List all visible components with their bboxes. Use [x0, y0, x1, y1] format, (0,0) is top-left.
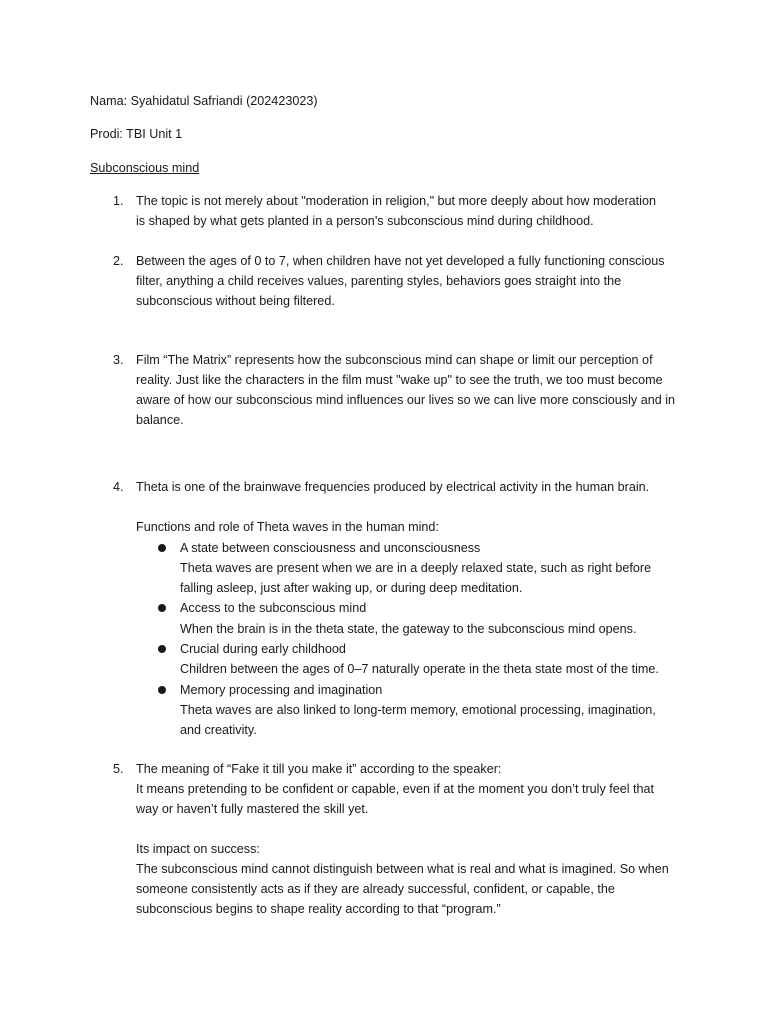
- item-3-line: Film “The Matrix” represents how the subconscious mind can shape or limit our perception of: [136, 353, 653, 367]
- student-name-line: Nama: Syahidatul Safriandi (202423023): [90, 94, 318, 108]
- bullet-description-line: falling asleep, just after waking up, or during deep meditation.: [180, 581, 523, 595]
- bullet-title: A state between consciousness and unconsciousness: [180, 541, 481, 555]
- impact-line: subconscious begins to shape reality according to that “program.”: [136, 902, 501, 916]
- bullet-title: Crucial during early childhood: [180, 642, 346, 656]
- item-5-line: The meaning of “Fake it till you make it” according to the speaker:: [136, 762, 502, 776]
- item-2-text: [136, 251, 696, 311]
- item-5-line: It means pretending to be confident or capable, even if at the moment you don’t truly feel that: [136, 782, 655, 796]
- impact-text: [136, 859, 696, 919]
- item-5-number: 5.: [113, 762, 124, 776]
- bullet-description-line: Theta waves are present when we are in a deeply relaxed state, such as right before: [180, 561, 652, 575]
- item-4-text: [136, 477, 696, 497]
- impact-line: The subconscious mind cannot distinguish between what is real and what is imagined. So when: [136, 862, 669, 876]
- bullet-description-line: Children between the ages of 0–7 naturally operate in the theta state most of the time.: [180, 662, 659, 676]
- study-program-line: Prodi: TBI Unit 1: [90, 127, 183, 141]
- theta-functions-subheading: Functions and role of Theta waves in the human mind:: [136, 520, 439, 534]
- bullet-dot: [158, 604, 166, 612]
- bullet-description: [180, 700, 680, 740]
- impact-line: someone consistently acts as if they are already successful, confident, or capable, the: [136, 882, 615, 896]
- bullet-description-line: When the brain is in the theta state, the gateway to the subconscious mind opens.: [180, 622, 637, 636]
- item-5-text: [136, 759, 696, 819]
- bullet-description: [180, 659, 680, 679]
- item-3-text: [136, 350, 696, 430]
- bullet-dot: [158, 544, 166, 552]
- bullet-description-line: Theta waves are also linked to long-term memory, emotional processing, imagination,: [180, 703, 656, 717]
- bullet-description-line: and creativity.: [180, 723, 257, 737]
- item-1-line: is shaped by what gets planted in a person’s subconscious mind during childhood.: [136, 214, 594, 228]
- bullet-description: [180, 558, 680, 598]
- item-1-text: [136, 191, 696, 231]
- topic-title: Subconscious mind: [90, 161, 200, 175]
- item-4-number: 4.: [113, 480, 124, 494]
- item-3-line: aware of how our subconscious mind influences our lives so we can live more consciously and in: [136, 393, 676, 407]
- item-2-line: filter, anything a child receives values, parenting styles, behaviors goes straight into the: [136, 274, 622, 288]
- bullet-description: [180, 619, 680, 639]
- item-2-line: Between the ages of 0 to 7, when children have not yet developed a fully functioning conscious: [136, 254, 665, 268]
- item-1-number: 1.: [113, 194, 124, 208]
- bullet-title: Access to the subconscious mind: [180, 601, 367, 615]
- item-3-line: balance.: [136, 413, 184, 427]
- item-3-line: reality. Just like the characters in the film must "wake up" to see the truth, we too must become: [136, 373, 663, 387]
- item-4-line: Theta is one of the brainwave frequencies produced by electrical activity in the human brain.: [136, 480, 650, 494]
- item-1-line: The topic is not merely about "moderation in religion," but more deeply about how moderation: [136, 194, 656, 208]
- bullet-dot: [158, 686, 166, 694]
- item-5-line: way or haven’t fully mastered the skill yet.: [136, 802, 369, 816]
- item-2-line: subconscious without being filtered.: [136, 294, 335, 308]
- item-2-number: 2.: [113, 254, 124, 268]
- item-3-number: 3.: [113, 353, 124, 367]
- impact-heading: Its impact on success:: [136, 842, 260, 856]
- bullet-dot: [158, 645, 166, 653]
- bullet-title: Memory processing and imagination: [180, 683, 383, 697]
